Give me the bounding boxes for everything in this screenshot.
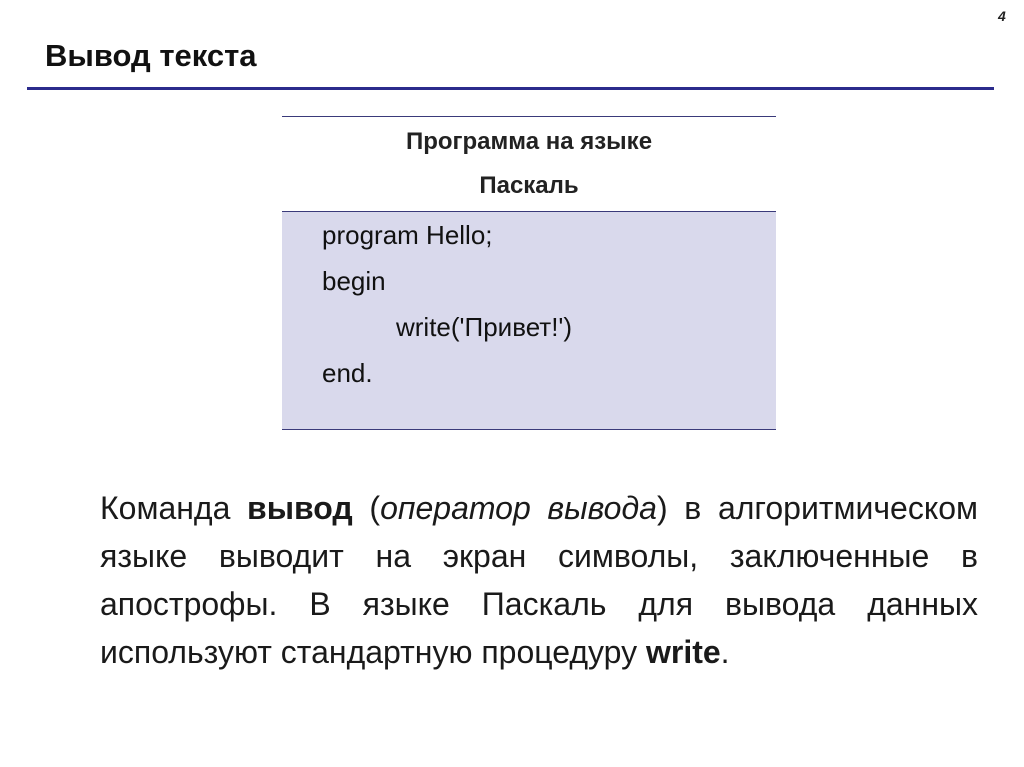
code-header-line-1: Программа на языке xyxy=(405,128,653,155)
description-text: . xyxy=(720,634,730,670)
description-paragraph xyxy=(100,484,978,676)
description-procedure-name: write xyxy=(645,634,721,670)
description-bold-term: вывод xyxy=(247,490,353,526)
code-header-line-2: Паскаль xyxy=(479,172,579,199)
description-text: ( xyxy=(352,490,381,526)
code-line: begin xyxy=(322,266,386,296)
description-italic-term: оператор вывода xyxy=(380,490,657,526)
code-table xyxy=(282,116,776,430)
code-line: program Hello; xyxy=(322,220,493,250)
description-text: ) в алгоритмическом языке выводит на экран символы, заключенные в апострофы. В языке Паскаль для вывода данных используют стандартную процедуру xyxy=(100,490,979,670)
code-block xyxy=(282,212,776,429)
description-text: Команда xyxy=(100,490,248,526)
code-line: end. xyxy=(322,358,373,388)
code-table-header xyxy=(282,117,776,212)
title-divider xyxy=(27,87,994,90)
slide-title: Вывод текста xyxy=(45,38,257,73)
code-line: write('Привет!') xyxy=(396,312,573,342)
slide-number: 4 xyxy=(998,8,1006,24)
